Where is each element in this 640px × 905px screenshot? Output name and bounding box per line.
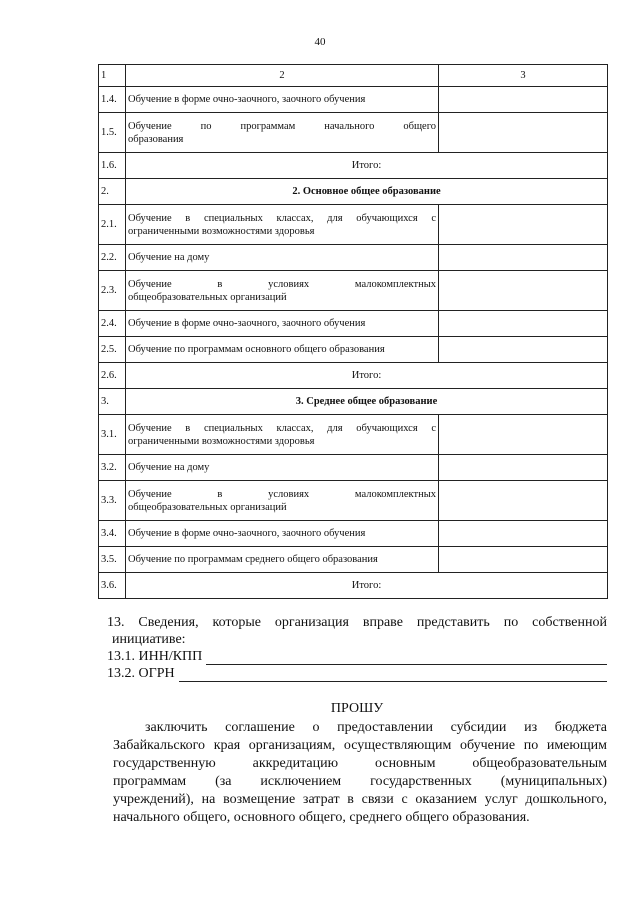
row-description: Обучение по программам основного общего образования: [126, 337, 439, 363]
table-header-row: [99, 65, 608, 87]
row-number: 2.6.: [99, 363, 126, 389]
row-number: 3.2.: [99, 455, 126, 481]
section-13: [107, 614, 607, 682]
row-number: 3.1.: [99, 415, 126, 455]
row-description-line: ограниченными возможностями здоровья: [128, 435, 315, 447]
request-title: ПРОШУ: [330, 701, 384, 716]
row-number: 1.6.: [99, 153, 126, 179]
row-number: 3.3.: [99, 481, 126, 521]
row-description-line: общеобразовательных организаций: [128, 501, 287, 513]
row-description: [126, 205, 439, 245]
row-description-line: Обучение в условиях малокомплектных: [128, 278, 436, 290]
table-row: [99, 311, 608, 337]
table-row: [99, 205, 608, 245]
section-heading: 3. Среднее общее образование: [126, 389, 608, 415]
row-value-cell[interactable]: [439, 481, 608, 521]
row-description: Обучение в форме очно-заочного, заочного обучения: [126, 87, 439, 113]
row-number: 2.2.: [99, 245, 126, 271]
row-value-cell[interactable]: [439, 337, 608, 363]
row-description: [126, 415, 439, 455]
total-label: Итого:: [126, 153, 608, 179]
row-description: Обучение в форме очно-заочного, заочного обучения: [126, 311, 439, 337]
row-description: Обучение на дому: [126, 455, 439, 481]
row-description-line: общеобразовательных организаций: [128, 291, 287, 303]
total-label: Итого:: [126, 363, 608, 389]
section-13-heading: 13. Сведения, которые организация вправе представить по собственной: [107, 615, 607, 630]
request-body: [113, 719, 607, 827]
row-number: 2.5.: [99, 337, 126, 363]
section-13-heading-cont: инициативе:: [112, 632, 186, 647]
row-value-cell[interactable]: [439, 521, 608, 547]
table-row: [99, 87, 608, 113]
row-value-cell[interactable]: [439, 547, 608, 573]
row-number: 2.1.: [99, 205, 126, 245]
row-description: Обучение по программам среднего общего образования: [126, 547, 439, 573]
row-description-line: образования: [128, 133, 184, 145]
row-number: 2.: [99, 179, 126, 205]
row-number: 3.: [99, 389, 126, 415]
row-value-cell[interactable]: [439, 245, 608, 271]
table-row: [99, 521, 608, 547]
table-row: [99, 573, 608, 599]
table-row: [99, 245, 608, 271]
header-col-3: 3: [439, 65, 608, 87]
row-description: [126, 113, 439, 153]
inn-kpp-label: 13.1. ИНН/КПП: [107, 649, 203, 664]
row-value-cell[interactable]: [439, 415, 608, 455]
table-row: [99, 547, 608, 573]
table-row: [99, 389, 608, 415]
row-number: 2.3.: [99, 271, 126, 311]
total-label: Итого:: [126, 573, 608, 599]
section-heading: 2. Основное общее образование: [126, 179, 608, 205]
table-row: [99, 179, 608, 205]
inn-kpp-blank[interactable]: [206, 651, 607, 665]
row-number: 3.6.: [99, 573, 126, 599]
row-value-cell[interactable]: [439, 311, 608, 337]
row-number: 2.4.: [99, 311, 126, 337]
row-value-cell[interactable]: [439, 87, 608, 113]
inn-kpp-field: [107, 648, 607, 665]
header-col-2: 2: [126, 65, 439, 87]
row-value-cell[interactable]: [439, 455, 608, 481]
row-description-line: Обучение в специальных классах, для обучающихся с: [128, 212, 436, 224]
ogrn-field: [107, 665, 607, 682]
ogrn-label: 13.2. ОГРН: [107, 666, 175, 681]
request-line: государственную аккредитацию основным общеобразовательным: [113, 756, 607, 771]
row-value-cell[interactable]: [439, 113, 608, 153]
row-description-line: Обучение в условиях малокомплектных: [128, 488, 436, 500]
row-number: 1.5.: [99, 113, 126, 153]
table-row: [99, 363, 608, 389]
request-line: заключить соглашение о предоставлении субсидии из бюджета: [145, 720, 607, 735]
row-number: 3.4.: [99, 521, 126, 547]
row-description-line: Обучение в специальных классах, для обучающихся с: [128, 422, 436, 434]
request-line: учреждений), на возмещение затрат в связи с оказанием услуг дошкольного,: [113, 792, 607, 807]
table-row: [99, 481, 608, 521]
row-description: [126, 481, 439, 521]
row-number: 3.5.: [99, 547, 126, 573]
table-row: [99, 271, 608, 311]
header-col-1: 1: [99, 65, 126, 87]
row-value-cell[interactable]: [439, 271, 608, 311]
row-description: [126, 271, 439, 311]
request-line: начального общего, основного общего, среднего общего образования.: [113, 810, 530, 825]
row-description-line: ограниченными возможностями здоровья: [128, 225, 315, 237]
request-line: Забайкальского края организациям, осуществляющим обучение по имеющим: [113, 738, 607, 753]
table-row: [99, 415, 608, 455]
row-description-line: Обучение по программам начального общего: [128, 120, 436, 132]
row-value-cell[interactable]: [439, 205, 608, 245]
row-description: Обучение на дому: [126, 245, 439, 271]
request-line: программам (за исключением государственных (муниципальных): [113, 774, 607, 789]
page-number: 40: [314, 36, 326, 48]
ogrn-blank[interactable]: [179, 668, 607, 682]
table-row: [99, 337, 608, 363]
row-description: Обучение в форме очно-заочного, заочного обучения: [126, 521, 439, 547]
table-row: [99, 455, 608, 481]
table-row: [99, 113, 608, 153]
subsidy-form-table: [98, 64, 608, 599]
table-row: [99, 153, 608, 179]
row-number: 1.4.: [99, 87, 126, 113]
